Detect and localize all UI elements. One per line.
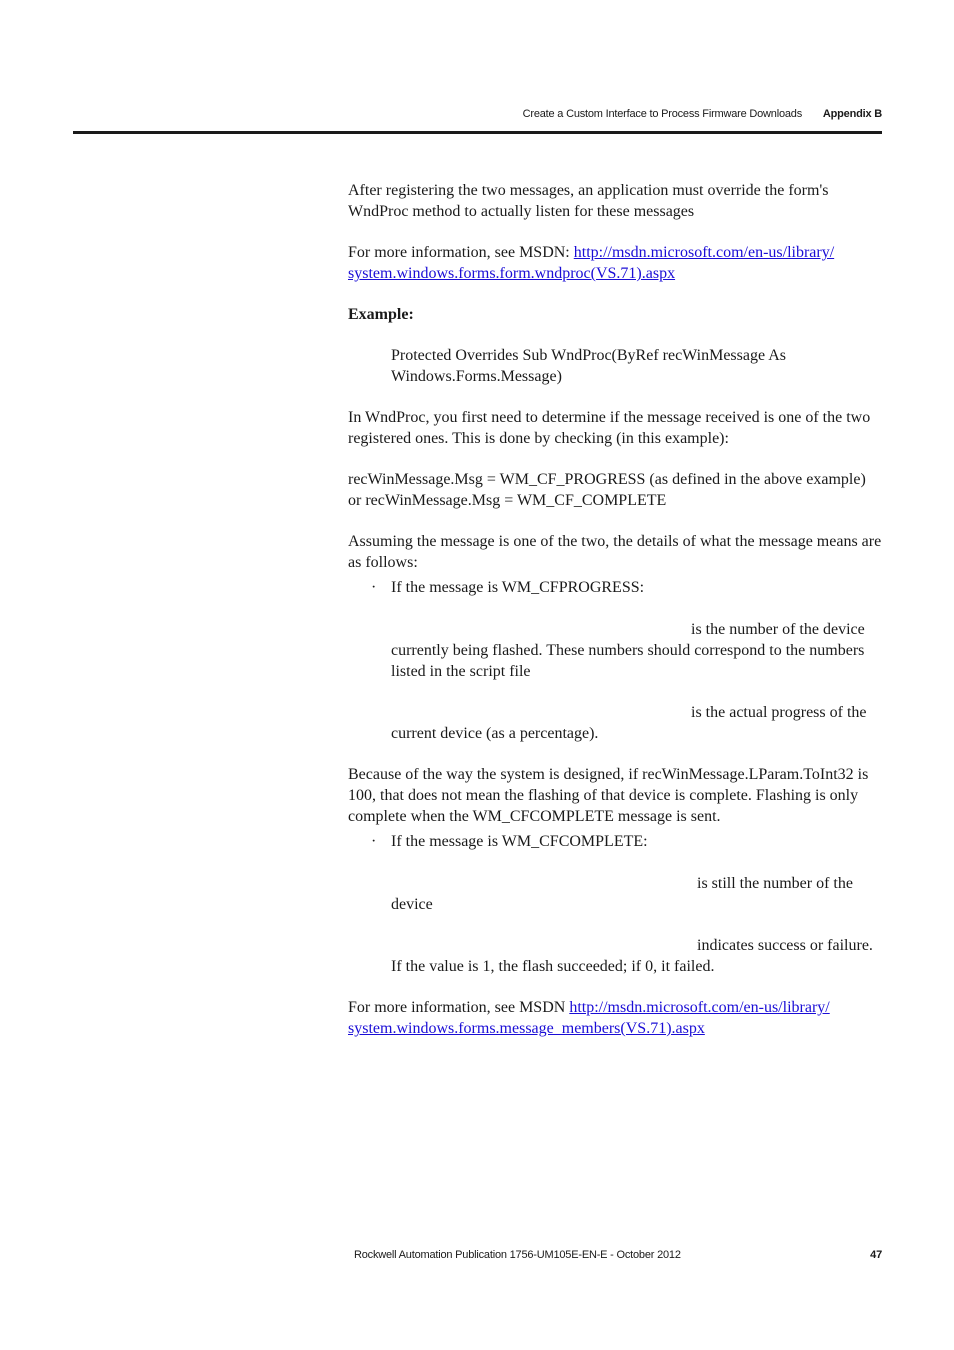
bullet-progress-text: If the message is WM_CFPROGRESS: (391, 579, 645, 596)
msg-check-line-2: or recWinMessage.Msg = WM_CF_COMPLETE (348, 492, 667, 509)
header-section-title: Create a Custom Interface to Process Firmware Downloads (522, 108, 803, 120)
sub-item-device-number-first: is the number of the device (691, 621, 865, 638)
paragraph-msdn-message (348, 997, 883, 1039)
running-header (523, 108, 882, 120)
msdn-prefix: For more information, see MSDN (348, 999, 570, 1016)
example-heading: Example: (348, 306, 414, 323)
msdn-message-members-link[interactable]: http://msdn.microsoft.com/en-us/library/ system.windows.forms.message_members(VS.71).aspx (348, 999, 830, 1037)
sub-item-success-failure-rest: If the value is 1, the flash succeeded; if 0, it failed. (391, 958, 715, 975)
sub-item-progress-first: is the actual progress of the (691, 704, 867, 721)
bullet-complete-text: If the message is WM_CFCOMPLETE: (391, 833, 648, 850)
page-number: 47 (870, 1249, 882, 1261)
paragraph-override-wndproc: After registering the two messages, an application must override the form's WndProc method to actually listen for these messages (348, 182, 829, 220)
sub-item-device-number-rest: currently being flashed. These numbers should correspond to the numbers listed in the script file (391, 642, 865, 680)
sub-item-still-device-number-rest: device (391, 896, 433, 913)
code-line-2: Windows.Forms.Message) (391, 368, 562, 385)
paragraph-assuming: Assuming the message is one of the two, the details of what the message means are as follows: (348, 533, 882, 571)
header-appendix-label: Appendix B (822, 108, 882, 120)
sub-item-progress-rest: current device (as a percentage). (391, 725, 599, 742)
paragraph-msg-check (348, 469, 883, 511)
bullet-complete (371, 831, 883, 852)
msdn-prefix: For more information, see MSDN: (348, 244, 574, 261)
header-rule (73, 131, 882, 134)
msdn-wndproc-link[interactable]: http://msdn.microsoft.com/en-us/library/ system.windows.forms.form.wndproc(VS.71).aspx (348, 244, 835, 282)
sub-item-success-failure (391, 935, 883, 977)
bullet-dot: · (371, 833, 377, 850)
sub-item-device-number (391, 619, 883, 682)
sub-item-still-device-number (391, 873, 883, 915)
msg-check-line-1: recWinMessage.Msg = WM_CF_PROGRESS (as defined in the above example) (348, 471, 866, 488)
sub-item-progress (391, 702, 883, 744)
sub-item-success-failure-first: indicates success or failure. (697, 937, 873, 954)
paragraph-determine-message: In WndProc, you first need to determine if the message received is one of the two registered ones. This is done by checking (in this example): (348, 409, 871, 447)
bullet-progress (371, 577, 883, 598)
footer-publication: Rockwell Automation Publication 1756-UM105E-EN-E - October 2012 (354, 1249, 681, 1261)
page-body (348, 180, 883, 1059)
paragraph-system-design: Because of the way the system is designed, if recWinMessage.LParam.ToInt32 is 100, that does not mean the flashing of that device is complete. Flashing is only complete when the WM_CFCOMPLETE message is sent. (348, 766, 869, 825)
code-example (391, 345, 883, 387)
paragraph-msdn-wndproc (348, 242, 883, 284)
sub-item-still-device-number-first: is still the number of the (697, 875, 853, 892)
bullet-dot: · (371, 579, 377, 596)
code-line-1: Protected Overrides Sub WndProc(ByRef recWinMessage As (391, 347, 786, 364)
